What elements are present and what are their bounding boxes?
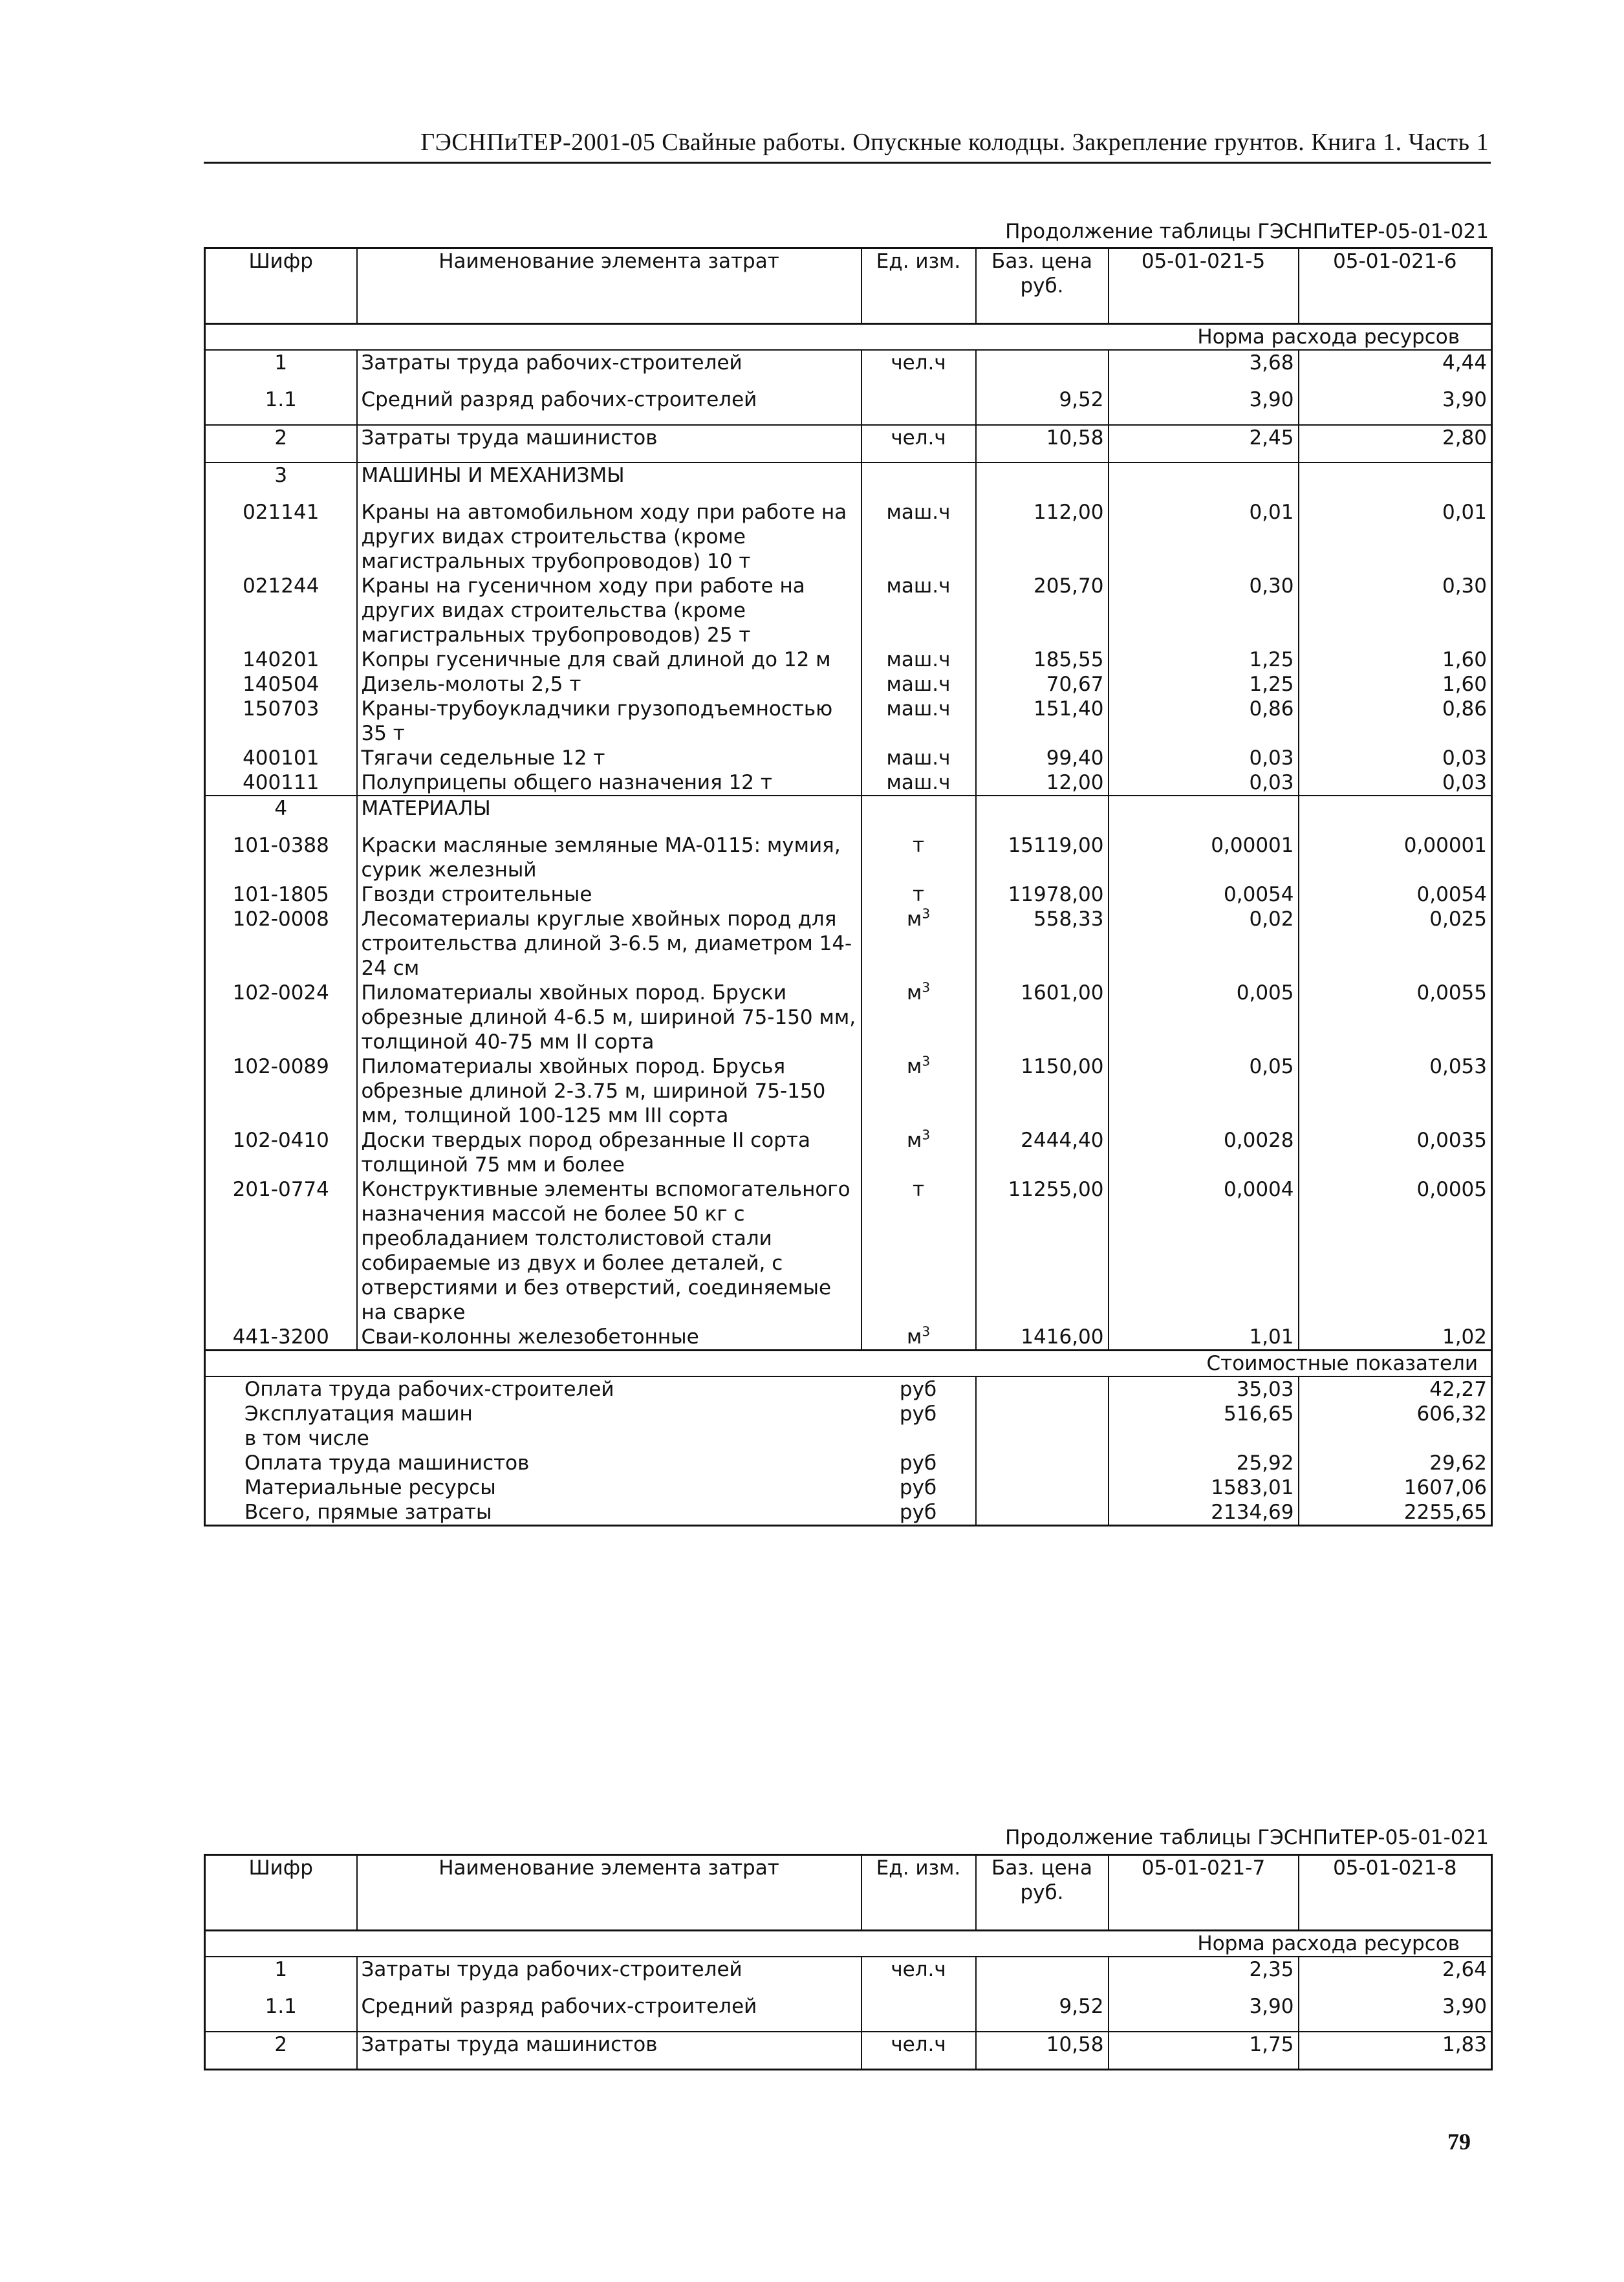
- resource-table-1: [204, 247, 1493, 1527]
- row-name: Пиломатериалы хвойных пород. Брусья обрезные длиной 2-3.75 м, шириной 75-150 мм, толщиной 100-125 мм III сорта: [357, 1054, 861, 1128]
- row-name: МАТЕРИАЛЫ: [357, 796, 861, 833]
- summary-name: Оплата труда машинистов: [244, 1451, 530, 1475]
- summary-name: Эксплуатация машин: [244, 1402, 473, 1426]
- summary-row: [205, 1402, 1492, 1426]
- row-price: 70,67: [976, 672, 1109, 697]
- cost-label: Стоимостные показатели: [205, 1351, 1492, 1377]
- header-price: Баз. цена руб.: [976, 248, 1109, 324]
- summary-name: в том числе: [244, 1427, 369, 1450]
- row-name: Средний разряд рабочих-строителей: [357, 1994, 861, 2032]
- row-value-b: [1299, 796, 1492, 833]
- row-name: Копры гусеничные для свай длиной до 12 м: [357, 647, 861, 672]
- row-unit: чел.ч: [861, 2032, 976, 2069]
- row-code: 101-1805: [232, 883, 329, 906]
- row-value-b: [1299, 462, 1492, 500]
- row-unit: маш.ч: [861, 500, 976, 574]
- row-value-a: 0,01: [1109, 500, 1299, 574]
- row-value-b: 2,64: [1299, 1957, 1492, 1994]
- summary-name: Материальные ресурсы: [244, 1476, 496, 1499]
- summary-empty: [976, 1426, 1109, 1451]
- row-name: Лесоматериалы круглые хвойных пород для строительства длиной 3-6.5 м, диаметром 14-24 см: [357, 907, 861, 981]
- row-name: Затраты труда машинистов: [357, 425, 861, 462]
- row-code: 441-3200: [232, 1325, 329, 1349]
- summary-value-a: 1583,01: [1109, 1475, 1299, 1500]
- row-unit: маш.ч: [861, 697, 976, 746]
- row-value-a: 0,02: [1109, 907, 1299, 981]
- row-value-b: 1,83: [1299, 2032, 1492, 2069]
- cubic-superscript: 3: [922, 906, 931, 922]
- row-value-a: 3,90: [1109, 387, 1299, 425]
- summary-value-b: 2255,65: [1299, 1500, 1492, 1526]
- table-row: [205, 770, 1492, 796]
- row-name: Пиломатериалы хвойных пород. Бруски обрезные длиной 4-6.5 м, шириной 75-150 мм, толщиной 40-75 мм II сорта: [357, 981, 861, 1054]
- row-code: 150703: [243, 697, 319, 721]
- table-row: [205, 833, 1492, 882]
- table-row: [205, 574, 1492, 647]
- table-row: [205, 746, 1492, 770]
- row-value-a: 0,03: [1109, 746, 1299, 770]
- summary-value-a: 25,92: [1109, 1451, 1299, 1475]
- row-unit: т: [861, 882, 976, 907]
- row-name: Краны-трубоукладчики грузоподъемностью 35 т: [357, 697, 861, 746]
- table-row: [205, 500, 1492, 574]
- row-value-b: 0,01: [1299, 500, 1492, 574]
- row-code: 2: [205, 425, 357, 462]
- resource-table-2: [204, 1854, 1493, 2070]
- unit-text: м: [906, 1129, 922, 1152]
- row-value-a: 3,68: [1109, 350, 1299, 387]
- table-row: [205, 1054, 1492, 1128]
- table2-body: [205, 1957, 1492, 2069]
- table-row: [205, 796, 1492, 833]
- row-price: 15119,00: [976, 833, 1109, 882]
- table2-caption: Продолжение таблицы ГЭСНПиТЕР-05-01-021: [1005, 1826, 1489, 1849]
- norm-label-row: [205, 1931, 1492, 1957]
- row-price: [976, 350, 1109, 387]
- row-code: 101-0388: [232, 834, 329, 857]
- row-unit: чел.ч: [861, 425, 976, 462]
- row-value-b: 1,60: [1299, 647, 1492, 672]
- row-price: 11255,00: [976, 1177, 1109, 1325]
- row-name: МАШИНЫ И МЕХАНИЗМЫ: [357, 462, 861, 500]
- header-unit: Ед. изм.: [861, 1855, 976, 1931]
- summary-empty: [976, 1402, 1109, 1426]
- table-row: [205, 907, 1492, 981]
- row-name: Средний разряд рабочих-строителей: [357, 387, 861, 425]
- row-unit: [861, 1054, 976, 1128]
- table-row: [205, 697, 1492, 746]
- row-price: 9,52: [976, 387, 1109, 425]
- row-value-b: 0,0035: [1299, 1128, 1492, 1177]
- row-price: 185,55: [976, 647, 1109, 672]
- row-unit: [861, 1128, 976, 1177]
- row-value-a: 2,35: [1109, 1957, 1299, 1994]
- row-price: 12,00: [976, 770, 1109, 796]
- table-row: [205, 1177, 1492, 1325]
- unit-text: м: [906, 1055, 922, 1078]
- row-unit: т: [861, 833, 976, 882]
- table2-header-row: [205, 1855, 1492, 1931]
- row-name: Доски твердых пород обрезанные II сорта толщиной 75 мм и более: [357, 1128, 861, 1177]
- row-price: 11978,00: [976, 882, 1109, 907]
- row-price: 10,58: [976, 2032, 1109, 2069]
- row-code: 140504: [243, 673, 319, 696]
- table1-body: [205, 350, 1492, 1351]
- row-value-b: 0,03: [1299, 746, 1492, 770]
- cubic-superscript: 3: [922, 1053, 931, 1069]
- row-name: Затраты труда рабочих-строителей: [357, 350, 861, 387]
- table1-caption: Продолжение таблицы ГЭСНПиТЕР-05-01-021: [1005, 220, 1489, 243]
- row-unit: [861, 462, 976, 500]
- row-value-a: 1,25: [1109, 672, 1299, 697]
- summary-empty: [976, 1500, 1109, 1526]
- header-code: Шифр: [205, 248, 357, 324]
- row-name: Сваи-колонны железобетонные: [357, 1325, 861, 1351]
- row-value-b: 4,44: [1299, 350, 1492, 387]
- norm-label: Норма расхода ресурсов: [205, 1931, 1492, 1957]
- row-unit: маш.ч: [861, 746, 976, 770]
- row-value-a: 0,0004: [1109, 1177, 1299, 1325]
- table1-header-row: [205, 248, 1492, 324]
- summary-value-b: 1607,06: [1299, 1475, 1492, 1500]
- row-code: 3: [274, 464, 288, 487]
- table-row: [205, 647, 1492, 672]
- row-value-b: 0,025: [1299, 907, 1492, 981]
- header-code: Шифр: [205, 1855, 357, 1931]
- row-price: [976, 1957, 1109, 1994]
- cubic-superscript: 3: [922, 1127, 931, 1143]
- table-row: [205, 882, 1492, 907]
- summary-unit: руб: [899, 1476, 937, 1499]
- summary-row: [205, 1500, 1492, 1526]
- row-code: 102-0024: [232, 981, 329, 1005]
- row-code: 021141: [243, 501, 319, 524]
- row-unit: маш.ч: [861, 647, 976, 672]
- row-value-a: 0,30: [1109, 574, 1299, 647]
- row-price: 99,40: [976, 746, 1109, 770]
- row-value-b: 3,90: [1299, 1994, 1492, 2032]
- row-unit: [861, 387, 976, 425]
- summary-empty: [976, 1376, 1109, 1402]
- row-value-b: 3,90: [1299, 387, 1492, 425]
- summary-value-a: 2134,69: [1109, 1500, 1299, 1526]
- table-row: [205, 2032, 1492, 2069]
- row-price: 558,33: [976, 907, 1109, 981]
- header-rule: [204, 162, 1491, 164]
- row-code: 1: [274, 1958, 288, 1981]
- row-value-b: 0,00001: [1299, 833, 1492, 882]
- summary-unit: руб: [899, 1451, 937, 1475]
- row-value-a: 0,00001: [1109, 833, 1299, 882]
- table-row: [205, 1128, 1492, 1177]
- row-code: 201-0774: [232, 1178, 329, 1201]
- row-unit: [861, 907, 976, 981]
- summary-value-a: 35,03: [1109, 1376, 1299, 1402]
- row-unit: маш.ч: [861, 672, 976, 697]
- table-row: [205, 1994, 1492, 2032]
- row-value-b: 2,80: [1299, 425, 1492, 462]
- summary-value-a: 516,65: [1109, 1402, 1299, 1426]
- row-value-b: 0,0005: [1299, 1177, 1492, 1325]
- row-name: Гвозди строительные: [357, 882, 861, 907]
- header-name: Наименование элемента затрат: [357, 1855, 861, 1931]
- table-row: [205, 387, 1492, 425]
- row-value-a: 2,45: [1109, 425, 1299, 462]
- row-name: Затраты труда машинистов: [357, 2032, 861, 2069]
- cubic-superscript: 3: [922, 1323, 931, 1340]
- header-col-a: 05-01-021-7: [1109, 1855, 1299, 1931]
- row-value-b: 0,0054: [1299, 882, 1492, 907]
- summary-row: [205, 1475, 1492, 1500]
- cubic-superscript: 3: [922, 979, 931, 995]
- table-row: [205, 1957, 1492, 1994]
- row-value-a: 0,05: [1109, 1054, 1299, 1128]
- row-price: 10,58: [976, 425, 1109, 462]
- page-header: ГЭСНПиТЕР-2001-05 Свайные работы. Опускные колодцы. Закрепление грунтов. Книга 1. Часть 1: [420, 129, 1489, 156]
- table-row: [205, 672, 1492, 697]
- summary-row: [205, 1426, 1492, 1451]
- row-value-a: 0,0028: [1109, 1128, 1299, 1177]
- row-value-b: 0,86: [1299, 697, 1492, 746]
- row-price: [976, 796, 1109, 833]
- row-value-a: 1,25: [1109, 647, 1299, 672]
- row-code: 400101: [243, 746, 319, 770]
- row-unit: чел.ч: [861, 350, 976, 387]
- row-code: 102-0410: [232, 1129, 329, 1152]
- row-value-b: 0,30: [1299, 574, 1492, 647]
- unit-text: м: [906, 981, 922, 1005]
- header-col-b: 05-01-021-8: [1333, 1856, 1457, 1880]
- row-price: 205,70: [976, 574, 1109, 647]
- row-value-a: [1109, 462, 1299, 500]
- row-name: Полуприцепы общего назначения 12 т: [357, 770, 861, 796]
- row-code: 1.1: [205, 387, 357, 425]
- row-value-a: 0,86: [1109, 697, 1299, 746]
- row-code: 102-0008: [232, 907, 329, 931]
- unit-text: м: [906, 907, 922, 931]
- row-price: [976, 462, 1109, 500]
- header-col-b: 05-01-021-6: [1333, 250, 1457, 273]
- row-value-a: [1109, 796, 1299, 833]
- summary-empty: [976, 1475, 1109, 1500]
- page-number: 79: [1447, 2129, 1471, 2155]
- row-value-b: 0,053: [1299, 1054, 1492, 1128]
- row-price: 1416,00: [976, 1325, 1109, 1351]
- summary-value-b: 606,32: [1299, 1402, 1492, 1426]
- summary-unit: руб: [899, 1501, 937, 1524]
- row-unit: [861, 981, 976, 1054]
- summary-value-b: 42,27: [1299, 1376, 1492, 1402]
- row-value-b: 1,60: [1299, 672, 1492, 697]
- row-name: Краны на гусеничном ходу при работе на других видах строительства (кроме магистральных трубопроводов) 25 т: [357, 574, 861, 647]
- unit-text: м: [906, 1325, 922, 1349]
- table-row: [205, 425, 1492, 462]
- summary-value-a: [1109, 1426, 1299, 1451]
- summary-name: Оплата труда рабочих-строителей: [244, 1378, 614, 1401]
- row-value-a: 1,01: [1109, 1325, 1299, 1351]
- summary-value-b: 29,62: [1299, 1451, 1492, 1475]
- table1-summary: [205, 1376, 1492, 1526]
- norm-label: Норма расхода ресурсов: [205, 324, 1492, 351]
- row-value-b: 0,0055: [1299, 981, 1492, 1054]
- row-unit: т: [861, 1177, 976, 1325]
- row-price: 9,52: [976, 1994, 1109, 2032]
- table-row: [205, 981, 1492, 1054]
- row-name: Затраты труда рабочих-строителей: [357, 1957, 861, 1994]
- table-row: [205, 462, 1492, 500]
- row-price: 151,40: [976, 697, 1109, 746]
- row-code: 102-0089: [232, 1055, 329, 1078]
- table-row: [205, 350, 1492, 387]
- row-code: 140201: [243, 648, 319, 671]
- row-value-a: 0,005: [1109, 981, 1299, 1054]
- summary-row: [205, 1451, 1492, 1475]
- row-unit: [861, 1994, 976, 2032]
- summary-empty: [976, 1451, 1109, 1475]
- row-code: 1: [274, 351, 288, 375]
- row-price: 1601,00: [976, 981, 1109, 1054]
- row-name: Краны на автомобильном ходу при работе на других видах строительства (кроме магистральных трубопроводов) 10 т: [357, 500, 861, 574]
- row-name: Тягачи седельные 12 т: [357, 746, 861, 770]
- row-price: 1150,00: [976, 1054, 1109, 1128]
- row-price: 2444,40: [976, 1128, 1109, 1177]
- row-value-a: 0,03: [1109, 770, 1299, 796]
- row-code: 021244: [243, 574, 319, 598]
- cost-label-row: [205, 1351, 1492, 1377]
- header-name: Наименование элемента затрат: [357, 248, 861, 324]
- row-value-a: 3,90: [1109, 1994, 1299, 2032]
- row-value-a: 1,75: [1109, 2032, 1299, 2069]
- row-value-b: 1,02: [1299, 1325, 1492, 1351]
- row-name: Конструктивные элементы вспомогательного назначения массой не более 50 кг с преобладанием толстолистовой стали собираемые из двух и более деталей, с отверстиями и без отверстий, соединяемые на сварке: [357, 1177, 861, 1325]
- summary-unit: руб: [899, 1402, 937, 1426]
- summary-unit: [861, 1426, 976, 1451]
- row-unit: [861, 1325, 976, 1351]
- row-unit: маш.ч: [861, 574, 976, 647]
- summary-unit: руб: [899, 1378, 937, 1401]
- row-price: 112,00: [976, 500, 1109, 574]
- row-code: 1.1: [205, 1994, 357, 2032]
- row-code: 4: [274, 797, 288, 820]
- row-unit: [861, 796, 976, 833]
- header-price: Баз. цена руб.: [976, 1855, 1109, 1931]
- row-unit: чел.ч: [861, 1957, 976, 1994]
- header-col-a: 05-01-021-5: [1109, 248, 1299, 324]
- norm-label-row: [205, 324, 1492, 351]
- row-code: 2: [205, 2032, 357, 2069]
- row-name: Дизель-молоты 2,5 т: [357, 672, 861, 697]
- row-code: 400111: [205, 770, 357, 796]
- row-value-a: 0,0054: [1109, 882, 1299, 907]
- row-value-b: 0,03: [1299, 770, 1492, 796]
- header-unit: Ед. изм.: [861, 248, 976, 324]
- summary-name: Всего, прямые затраты: [244, 1501, 492, 1524]
- row-unit: маш.ч: [861, 770, 976, 796]
- summary-value-b: [1299, 1426, 1492, 1451]
- table-row: [205, 1325, 1492, 1351]
- row-name: Краски масляные земляные МА-0115: мумия, сурик железный: [357, 833, 861, 882]
- summary-row: [205, 1376, 1492, 1402]
